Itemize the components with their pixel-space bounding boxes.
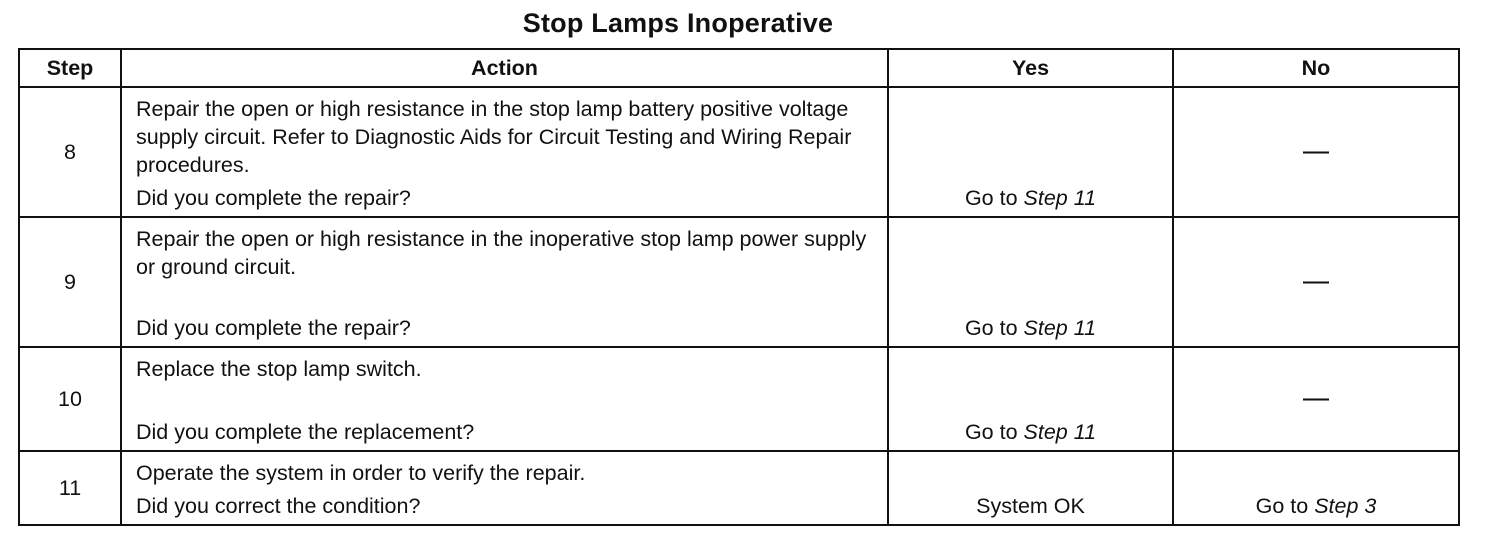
column-header-action: Action [121, 49, 888, 87]
yes-cell [888, 347, 1173, 451]
step-number: 8 [19, 87, 121, 217]
table-row [19, 451, 1459, 525]
table-row [19, 217, 1459, 347]
yes-status-text: System OK [976, 494, 1085, 518]
yes-prefix: Go to [964, 420, 1018, 444]
action-text: Repair the open or high resistance in the inoperative stop lamp power supply or ground circuit. [136, 227, 867, 279]
no-result[interactable] [1174, 493, 1458, 519]
no-result-dash [1174, 140, 1458, 165]
yes-prefix: Go to [964, 186, 1018, 210]
dash-mark [1303, 282, 1329, 284]
yes-prefix: Go to [964, 316, 1018, 340]
yes-result [889, 493, 1172, 519]
column-header-step: Step [19, 49, 121, 87]
action-cell [121, 87, 888, 217]
yes-step-link[interactable]: Step 11 [1023, 420, 1097, 444]
no-cell [1173, 347, 1459, 451]
table-row [19, 87, 1459, 217]
action-text: Repair the open or high resistance in the stop lamp battery positive voltage supply circuit. Refer to Diagnostic Aids for Circuit Testing and Wiring Repair procedures. [136, 97, 852, 177]
action-question: Did you correct the condition? [136, 494, 421, 518]
dash-mark [1303, 152, 1329, 154]
no-prefix: Go to [1255, 494, 1309, 518]
action-cell [121, 217, 888, 347]
action-question: Did you complete the repair? [136, 186, 411, 210]
step-number: 10 [19, 347, 121, 451]
no-cell [1173, 451, 1459, 525]
dash-mark [1303, 399, 1329, 401]
action-question: Did you complete the replacement? [136, 420, 475, 444]
no-cell [1173, 217, 1459, 347]
action-text: Operate the system in order to verify the repair. [136, 461, 586, 485]
no-step-link[interactable]: Step 3 [1314, 494, 1377, 518]
yes-result[interactable] [889, 315, 1172, 341]
table-header-row [19, 49, 1459, 87]
yes-step-link[interactable]: Step 11 [1023, 186, 1097, 210]
yes-result[interactable] [889, 185, 1172, 211]
yes-cell [888, 451, 1173, 525]
yes-cell [888, 87, 1173, 217]
step-number: 9 [19, 217, 121, 347]
no-result-dash [1174, 387, 1458, 412]
action-question: Did you complete the repair? [136, 316, 411, 340]
action-cell [121, 451, 888, 525]
step-number: 11 [19, 451, 121, 525]
action-cell [121, 347, 888, 451]
page-title: Stop Lamps Inoperative [522, 8, 834, 38]
no-result-dash [1174, 270, 1458, 295]
table-row [19, 347, 1459, 451]
yes-result[interactable] [889, 419, 1172, 445]
action-text: Replace the stop lamp switch. [136, 357, 422, 381]
column-header-no: No [1173, 49, 1459, 87]
column-header-yes: Yes [888, 49, 1173, 87]
yes-step-link[interactable]: Step 11 [1023, 316, 1097, 340]
no-cell [1173, 87, 1459, 217]
yes-cell [888, 217, 1173, 347]
diagnostic-table [18, 48, 1460, 526]
